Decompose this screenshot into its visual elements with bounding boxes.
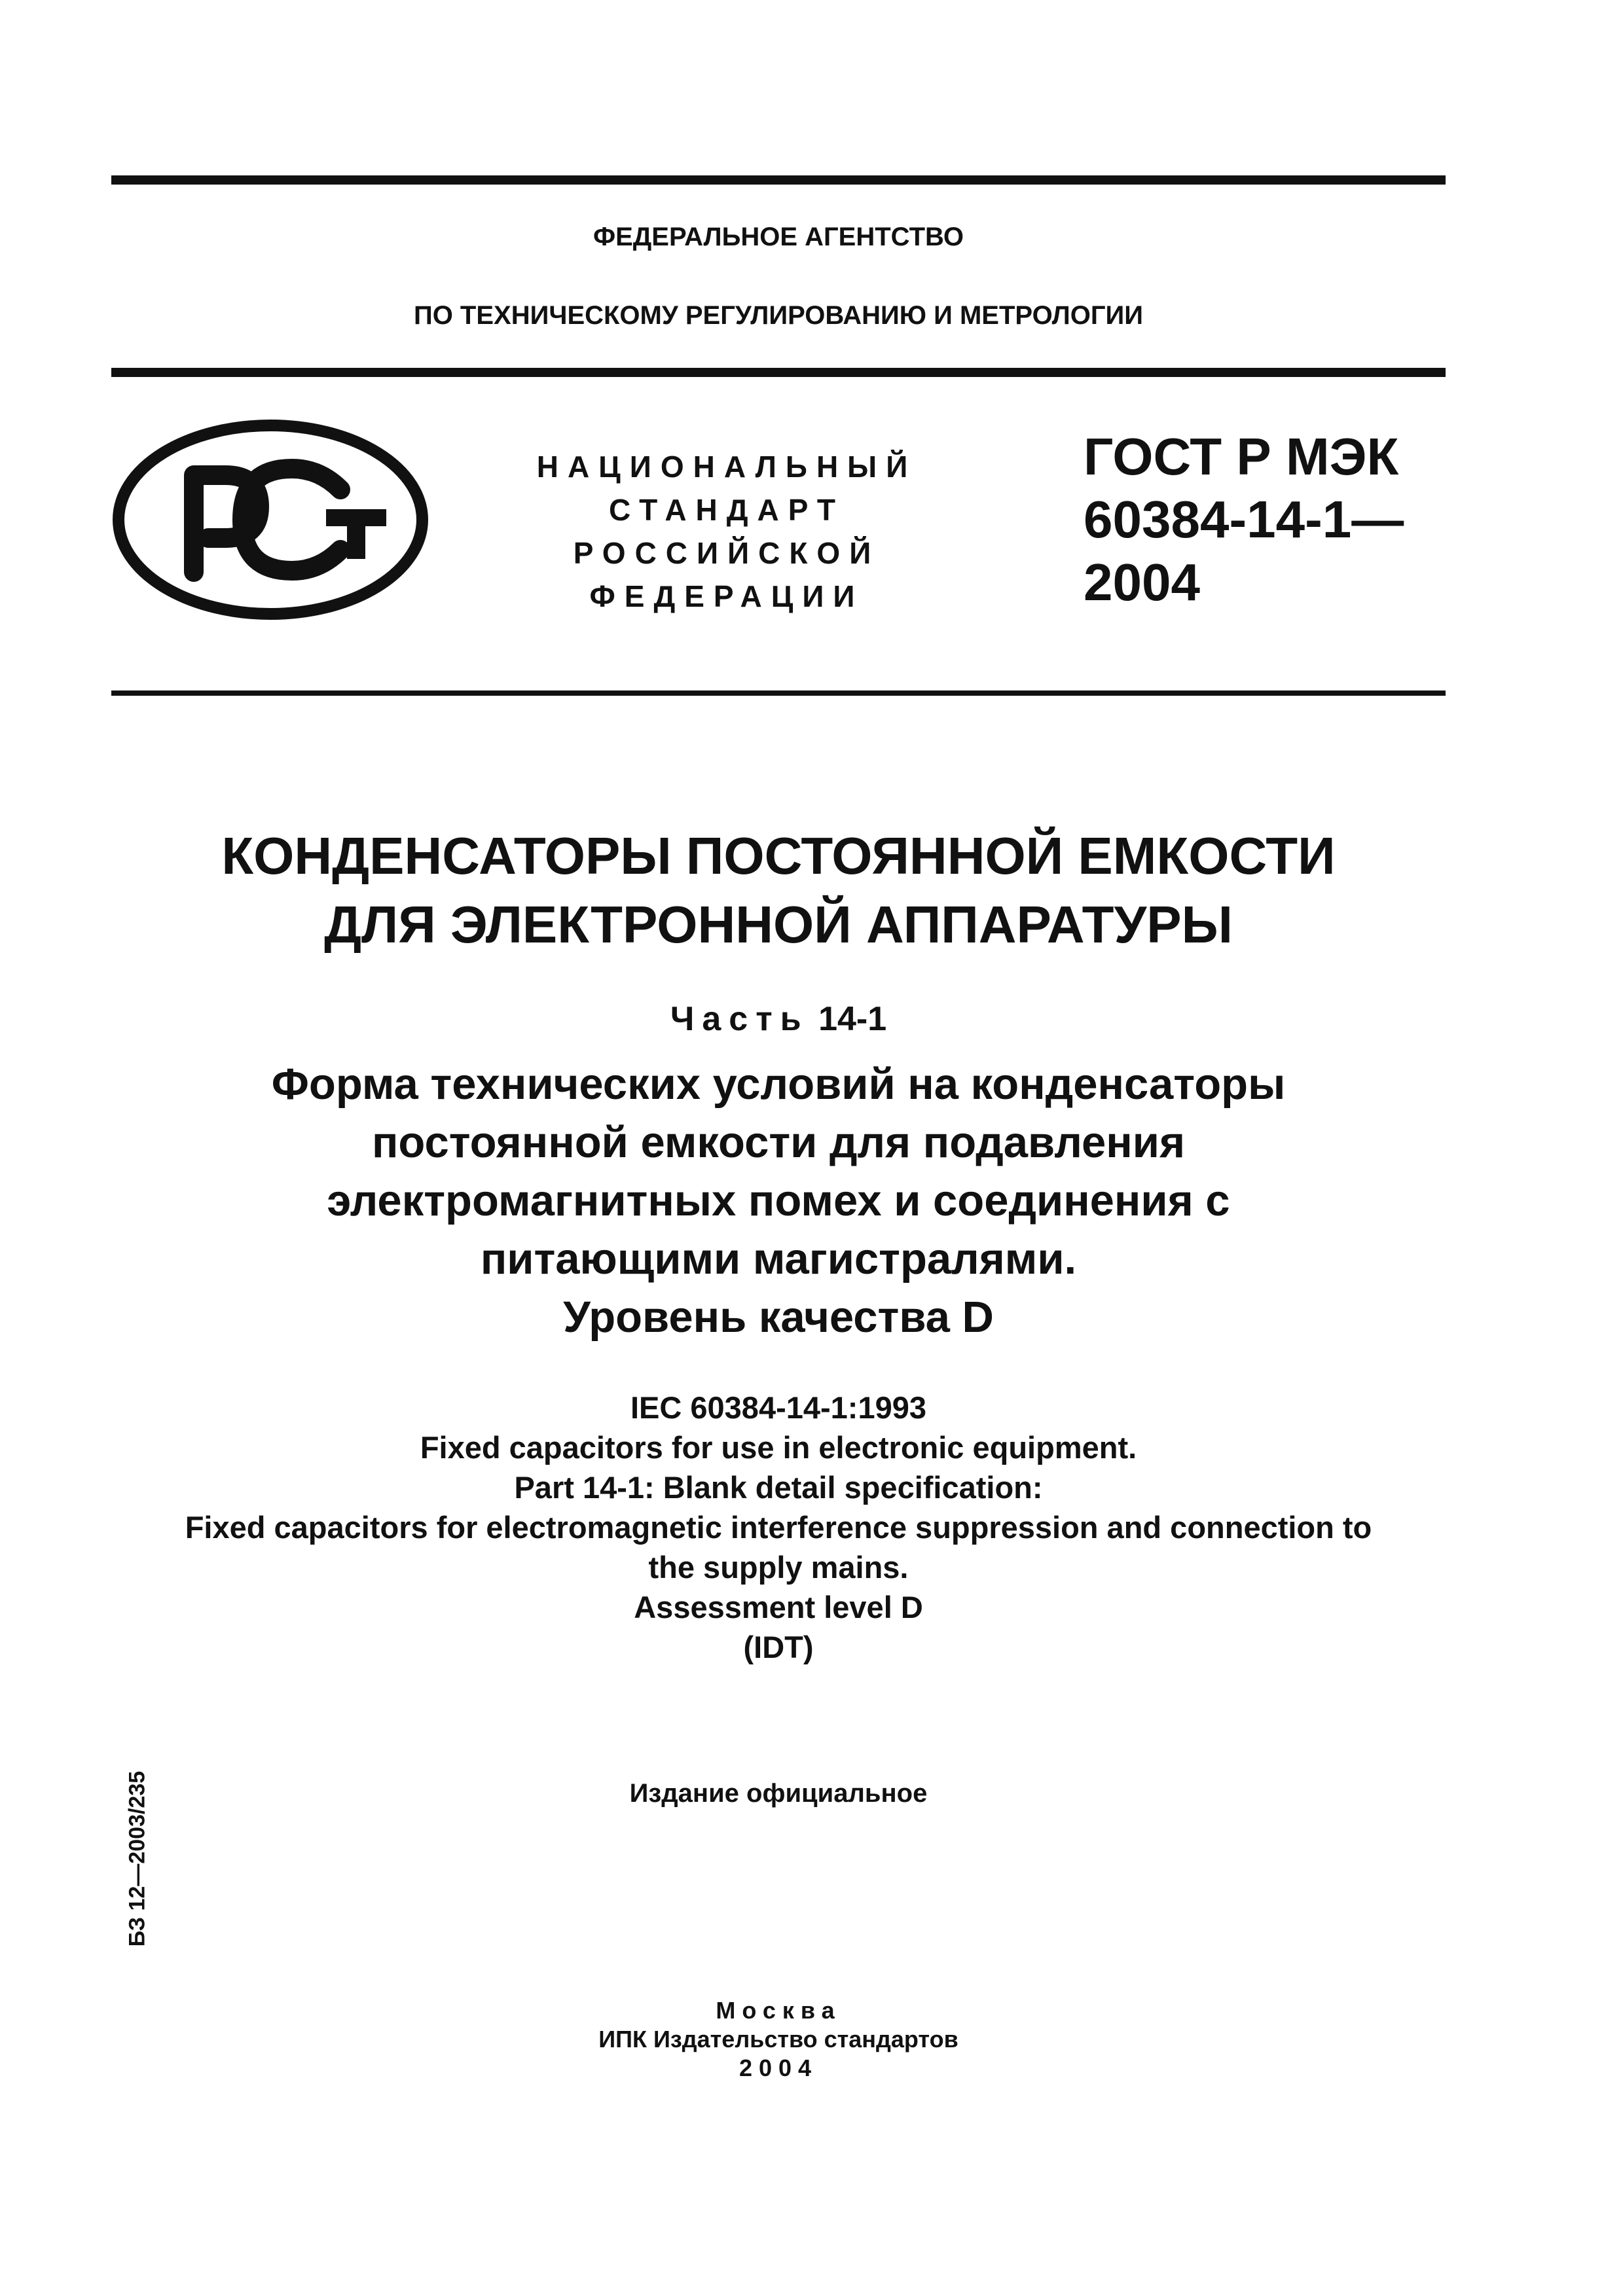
subtitle-line: электромагнитных помех и соединения с — [327, 1176, 1230, 1225]
iec-line: Assessment level D — [634, 1590, 923, 1624]
part-label: Часть — [670, 1000, 809, 1038]
iec-line: IEC 60384-14-1:1993 — [630, 1390, 927, 1425]
iec-line: Part 14-1: Blank detail specification: — [514, 1470, 1043, 1505]
agency-line-1: ФЕДЕРАЛЬНОЕ АГЕНТСТВО — [593, 223, 964, 251]
subtitle-line: Форма технических условий на конденсаторы — [271, 1060, 1286, 1109]
part-heading — [111, 998, 1446, 1040]
subtitle-line: Уровень качества D — [563, 1293, 994, 1342]
imprint-city: Москва — [716, 1997, 841, 2024]
agency-rule — [111, 368, 1446, 377]
national-standard-label — [498, 445, 956, 618]
imprint — [111, 1996, 1446, 2083]
iec-line: (IDT) — [743, 1630, 814, 1664]
subtitle-line: постоянной емкости для подавления — [371, 1118, 1186, 1167]
iec-line: Fixed capacitors for electromagnetic interference suppression and connection to — [185, 1510, 1372, 1545]
iec-line: the supply mains. — [648, 1550, 909, 1585]
part-number: 14-1 — [818, 1000, 887, 1038]
national-standard-line: РОССИЙСКОЙ — [573, 536, 881, 570]
iec-line: Fixed capacitors for use in electronic equipment. — [420, 1430, 1137, 1465]
imprint-year: 2004 — [739, 2054, 818, 2081]
edition-note: Издание официальное — [629, 1779, 928, 1808]
designation-line: 2004 — [1084, 553, 1200, 611]
top-rule — [111, 175, 1446, 185]
national-standard-line: СТАНДАРТ — [609, 493, 845, 527]
rst-logo — [110, 418, 431, 622]
imprint-publisher: ИПК Издательство стандартов — [598, 2026, 958, 2053]
header-bottom-rule — [111, 691, 1446, 696]
national-standard-line: НАЦИОНАЛЬНЫЙ — [536, 450, 917, 484]
international-reference — [111, 1388, 1446, 1667]
title-line: ДЛЯ ЭЛЕКТРОННОЙ АППАРАТУРЫ — [324, 895, 1233, 954]
logo-letter-t-stem — [347, 509, 365, 559]
document-subtitle — [111, 1055, 1446, 1346]
side-code: БЗ 12—2003/235 — [124, 1770, 150, 1947]
designation-line: 60384-14-1— — [1084, 490, 1404, 548]
standard-designation — [1084, 425, 1450, 614]
national-standard-line: ФЕДЕРАЦИИ — [589, 579, 864, 613]
agency-line-2: ПО ТЕХНИЧЕСКОМУ РЕГУЛИРОВАНИЮ И МЕТРОЛОГИИ — [413, 301, 1144, 330]
designation-line: ГОСТ Р МЭК — [1084, 427, 1399, 486]
subtitle-line: питающими магистралями. — [480, 1234, 1077, 1283]
title-line: КОНДЕНСАТОРЫ ПОСТОЯННОЙ ЕМКОСТИ — [221, 827, 1336, 885]
document-title — [111, 821, 1446, 959]
